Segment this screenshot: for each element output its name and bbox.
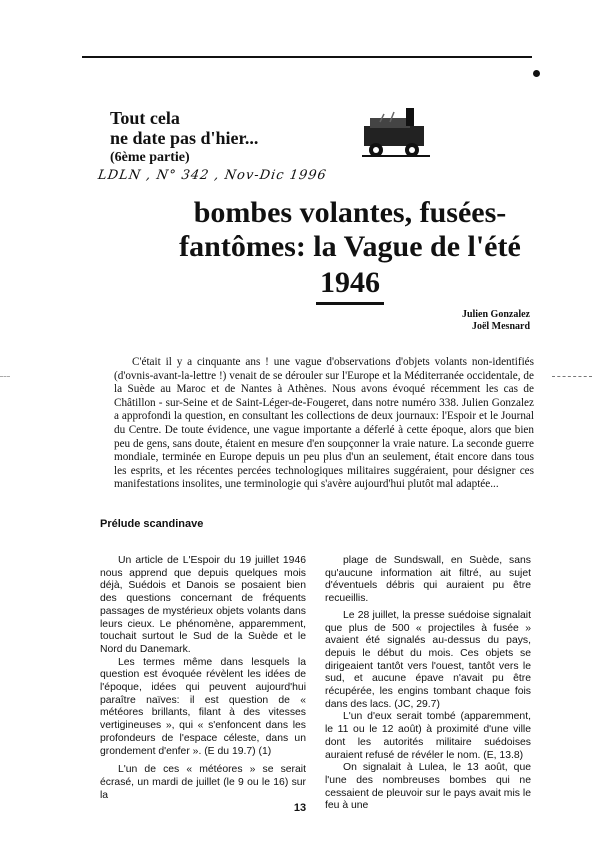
paragraph: L'un de ces « météores » se serait écrasé, un mardi de juillet (le 9 ou le 16) sur la	[100, 764, 306, 801]
article-title	[150, 196, 550, 305]
column-right	[325, 555, 531, 813]
column-left	[100, 555, 306, 802]
title-line1: bombes volantes, fusées-	[193, 196, 507, 229]
paragraph: On signalait à Lulea, le 13 août, que l'une des nombreuses bombes qui ne cessaient de pleuvoir sur le pays avait mis le feu à une	[325, 762, 531, 812]
margin-marks-left	[0, 376, 10, 377]
intro-text: C'était il y a cinquante ans ! une vague d'observations d'objets volants non-identifiés (d'ovnis-avant-la-lettre !) venait de se dérouler sur l'Europe et la Méditerranée occidentale, de la Suède au Maroc et de Nantes à Athènes. Nous avons évoqué récemment les cas de Châtillon - sur-Seine et de Saint-Léger-de-Fougeret, dans notre numéro 338. Julien Gonzalez a approfondi la question, en consultant les collections de deux journaux: l'Espoir et le Journal du Centre. De toute évidence, une vague importante a déferlé à cette époque, alors que bien peu de gens, sans doute, étaient en mesure d'en soupçonner la vraie nature. La seconde guerre mondiale, terminée en Europe depuis un peu plus d'un an seulement, était encore dans tous les esprits, et les récentes percées technologiques militaires suggéraient, pour désigner ces manifestations insolites, une terminologie qui s'avère aujourd'hui plutôt mal adaptée...	[114, 356, 534, 491]
paragraph: Le 28 juillet, la presse suédoise signalait que plus de 500 « projectiles à fusée » avaient été signalés au-dessus du pays, depuis le début du mois. Ces objets se dirigeaient tantôt vers l'ouest, tantôt vers le sud, et aucune épave n'avait pu être récupérée, les engins tombant chaque fois dans des lacs. (JC, 29.7)	[325, 609, 531, 710]
authors	[380, 309, 530, 333]
paragraph: L'un d'eux serait tombé (apparemment, le 11 ou le 12 août) à proximité d'une ville dont les autorités militaire suédoises auraient refusé de révéler le nom. (E, 13.8)	[325, 711, 531, 761]
series-title-line2: ne date pas d'hier...	[110, 128, 259, 148]
series-part: (6ème partie)	[110, 150, 190, 165]
author-1: Julien Gonzalez	[461, 309, 530, 320]
top-rule	[82, 56, 532, 58]
title-line2: fantômes: la Vague de l'été	[179, 230, 521, 263]
paragraph: plage de Sundswall, en Suède, sans qu'aucune information ait filtré, au sujet d'éventuels débris qui auraient pu être recueillis.	[325, 555, 531, 605]
paragraph: Les termes même dans lesquels la question est évoquée révèlent les idées de l'époque, idées qui peuvent aujourd'hui paraître naïves: il est question de « météores brillants, filant à des vitesses vertigineuses », qui « s'enfoncent dans les profondeurs de l'espace céleste, dans un grondement d'enfer ». (E du 19.7) (1)	[100, 656, 306, 757]
machine-illustration-icon	[360, 104, 432, 160]
author-2: Joël Mesnard	[471, 321, 530, 332]
ink-dot	[533, 70, 540, 77]
margin-marks	[552, 376, 592, 379]
series-title-line1: Tout cela	[110, 108, 180, 128]
paragraph: Un article de L'Espoir du 19 juillet 1946 nous apprend que depuis quelques mois déjà, Suédois et Danois se posaient bien des questions concernant de fréquents passages de mystérieux objets volants dans leurs cieux. Le phénomène, apparemment, touchait surtout le Sud de la Suède et le Nord du Danemark.	[100, 555, 306, 655]
handwritten-reference: LDLN , N° 342 , Nov-Dic 1996	[96, 168, 328, 183]
intro-paragraph	[114, 356, 534, 492]
series-title	[110, 108, 258, 168]
title-year: 1946	[316, 266, 384, 305]
page-number: 13	[293, 802, 307, 814]
section-heading: Prélude scandinave	[100, 518, 204, 530]
